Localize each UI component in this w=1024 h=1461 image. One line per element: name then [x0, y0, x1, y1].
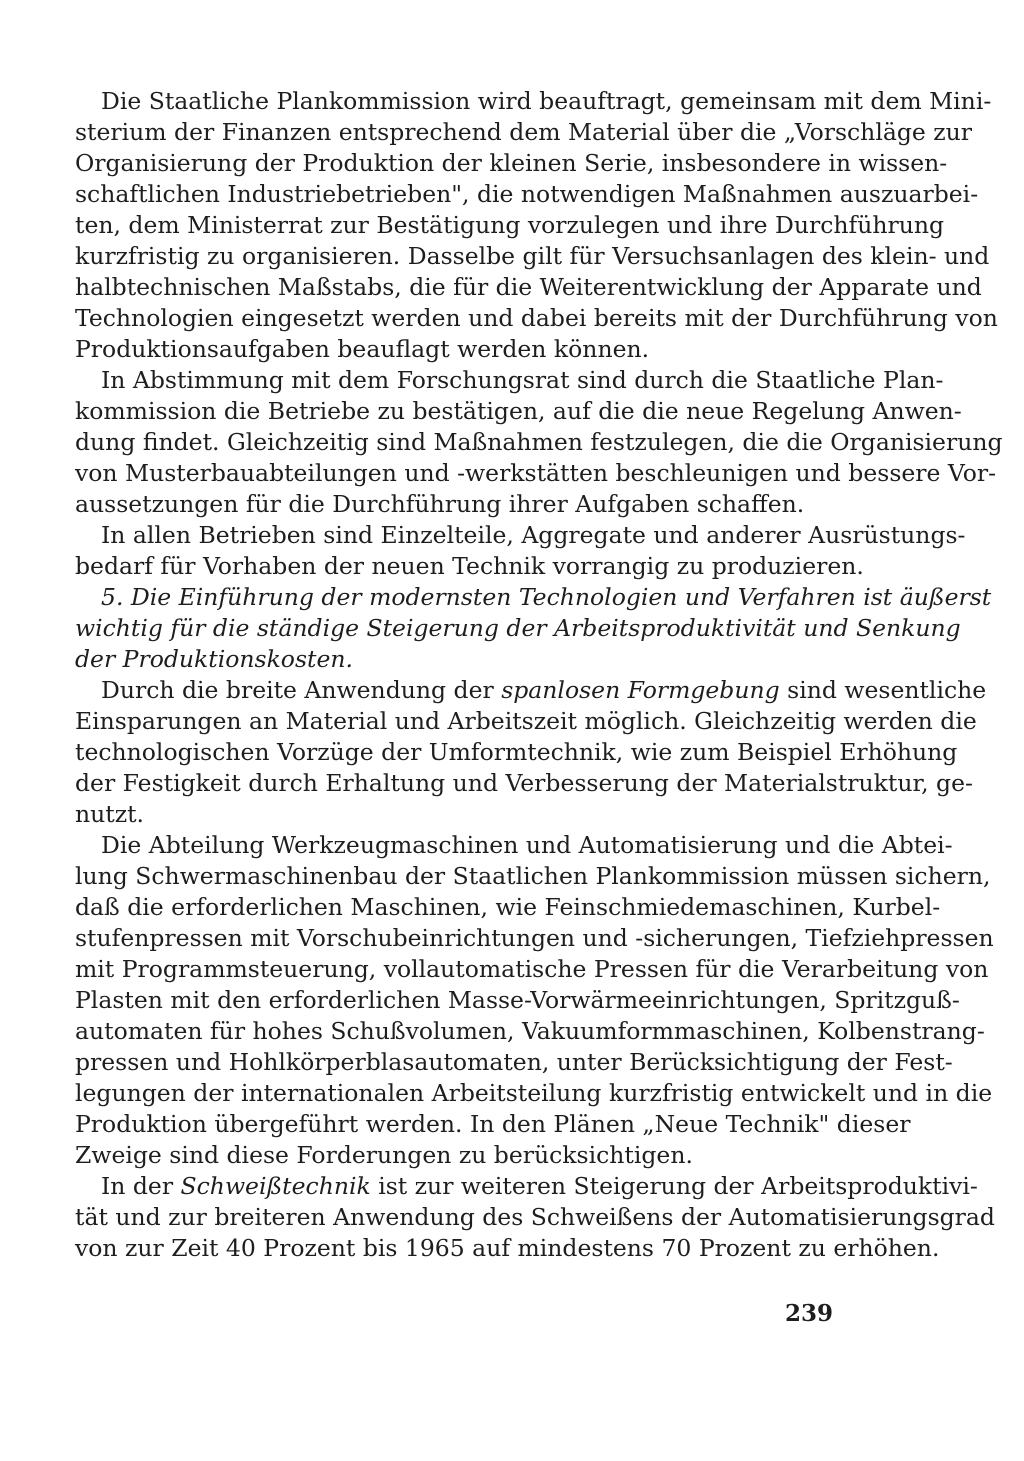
page-number: 239 [785, 1300, 834, 1327]
text-line: schaftlichen Industriebetrieben", die notwendigen Maßnahmen auszuarbei- [75, 180, 979, 208]
emphasized-term: spanlosen Formgebung [501, 676, 780, 704]
text-line: Organisierung der Produktion der kleinen Serie, insbesondere in wissen- [75, 149, 948, 177]
text-line: automaten für hohes Schußvolumen, Vakuumformmaschinen, Kolbenstrang- [75, 1017, 985, 1045]
emphasized-term: Schweißtechnik [180, 1172, 371, 1200]
text-line: pressen und Hohlkörperblasautomaten, unter Berücksichtigung der Fest- [75, 1048, 953, 1076]
paragraph-werkzeugmaschinen [75, 830, 994, 1171]
paragraph-einzelteile [75, 520, 966, 582]
text-line: Produktion übergeführt werden. In den Plänen „Neue Technik" dieser [75, 1110, 911, 1138]
heading-line: wichtig für die ständige Steigerung der Arbeitsproduktivität und Senkung [75, 614, 961, 642]
text-line: tät und zur breiteren Anwendung des Schweißens der Automatisierungsgrad [75, 1203, 995, 1231]
text-line: technologischen Vorzüge der Umformtechnik, wie zum Beispiel Erhöhung [75, 738, 958, 766]
text-line: Die Staatliche Plankommission wird beauftragt, gemeinsam mit dem Mini- [101, 87, 992, 115]
text-line: Technologien eingesetzt werden und dabei bereits mit der Durchführung von [75, 304, 998, 332]
text-line: legungen der internationalen Arbeitsteilung kurzfristig entwickelt und in die [75, 1079, 993, 1107]
text-line: von zur Zeit 40 Prozent bis 1965 auf mindestens 70 Prozent zu erhöhen. [75, 1234, 940, 1262]
text-line: In der Schweißtechnik ist zur weiteren Steigerung der Arbeitsproduktivi- [101, 1172, 978, 1200]
paragraph-forschungsrat [75, 365, 1003, 520]
text-line: mit Programmsteuerung, vollautomatische Pressen für die Verarbeitung von [75, 955, 989, 983]
heading-line: der Produktionskosten. [75, 645, 353, 673]
heading-line: 5. Die Einführung der modernsten Technologien und Verfahren ist äußerst [101, 583, 992, 611]
text-line: lung Schwermaschinenbau der Staatlichen Plankommission müssen sichern, [75, 862, 991, 890]
text-line: von Musterbauabteilungen und -werkstätten beschleunigen und bessere Vor- [75, 459, 997, 487]
text-line: sterium der Finanzen entsprechend dem Material über die „Vorschläge zur [75, 118, 973, 146]
text-line: Einsparungen an Material und Arbeitszeit möglich. Gleichzeitig werden die [75, 707, 977, 735]
text-line: In Abstimmung mit dem Forschungsrat sind durch die Staatliche Plan- [101, 366, 944, 394]
text-line: Zweige sind diese Forderungen zu berücksichtigen. [75, 1141, 693, 1169]
text-line: dung findet. Gleichzeitig sind Maßnahmen festzulegen, die die Organisierung [75, 428, 1003, 456]
text-line: daß die erforderlichen Maschinen, wie Feinschmiedemaschinen, Kurbel- [75, 893, 941, 921]
text-line: Durch die breite Anwendung der spanlosen Formgebung sind wesentliche [101, 676, 987, 704]
paragraph-schweisstechnik [75, 1171, 995, 1264]
text-line: In allen Betrieben sind Einzelteile, Aggregate und anderer Ausrüstungs- [101, 521, 966, 549]
text-line: aussetzungen für die Durchführung ihrer Aufgaben schaffen. [75, 490, 805, 518]
text-line: der Festigkeit durch Erhaltung und Verbesserung der Materialstruktur, ge- [75, 769, 973, 797]
text-line: Die Abteilung Werkzeugmaschinen und Automatisierung und die Abtei- [101, 831, 953, 859]
paragraph-plankommission-kleine-serie [75, 86, 998, 365]
paragraph-spanlose-formgebung [75, 675, 987, 830]
text-line: Produktionsaufgaben beauflagt werden können. [75, 335, 650, 363]
text-line: stufenpressen mit Vorschubeinrichtungen und -sicherungen, Tiefziehpressen [75, 924, 994, 952]
text-line: halbtechnischen Maßstabs, die für die Weiterentwicklung der Apparate und [75, 273, 982, 301]
text-line: kurzfristig zu organisieren. Dasselbe gilt für Versuchsanlagen des klein- und [75, 242, 990, 270]
document-page [75, 86, 1003, 1446]
text-line: ten, dem Ministerrat zur Bestätigung vorzulegen und ihre Durchführung [75, 211, 945, 239]
text-line: nutzt. [75, 800, 145, 828]
text-line: Plasten mit den erforderlichen Masse-Vorwärmeeinrichtungen, Spritzguß- [75, 986, 960, 1014]
text-line: bedarf für Vorhaben der neuen Technik vorrangig zu produzieren. [75, 552, 864, 580]
section-heading-5 [75, 582, 992, 675]
text-line: kommission die Betriebe zu bestätigen, auf die die neue Regelung Anwen- [75, 397, 962, 425]
